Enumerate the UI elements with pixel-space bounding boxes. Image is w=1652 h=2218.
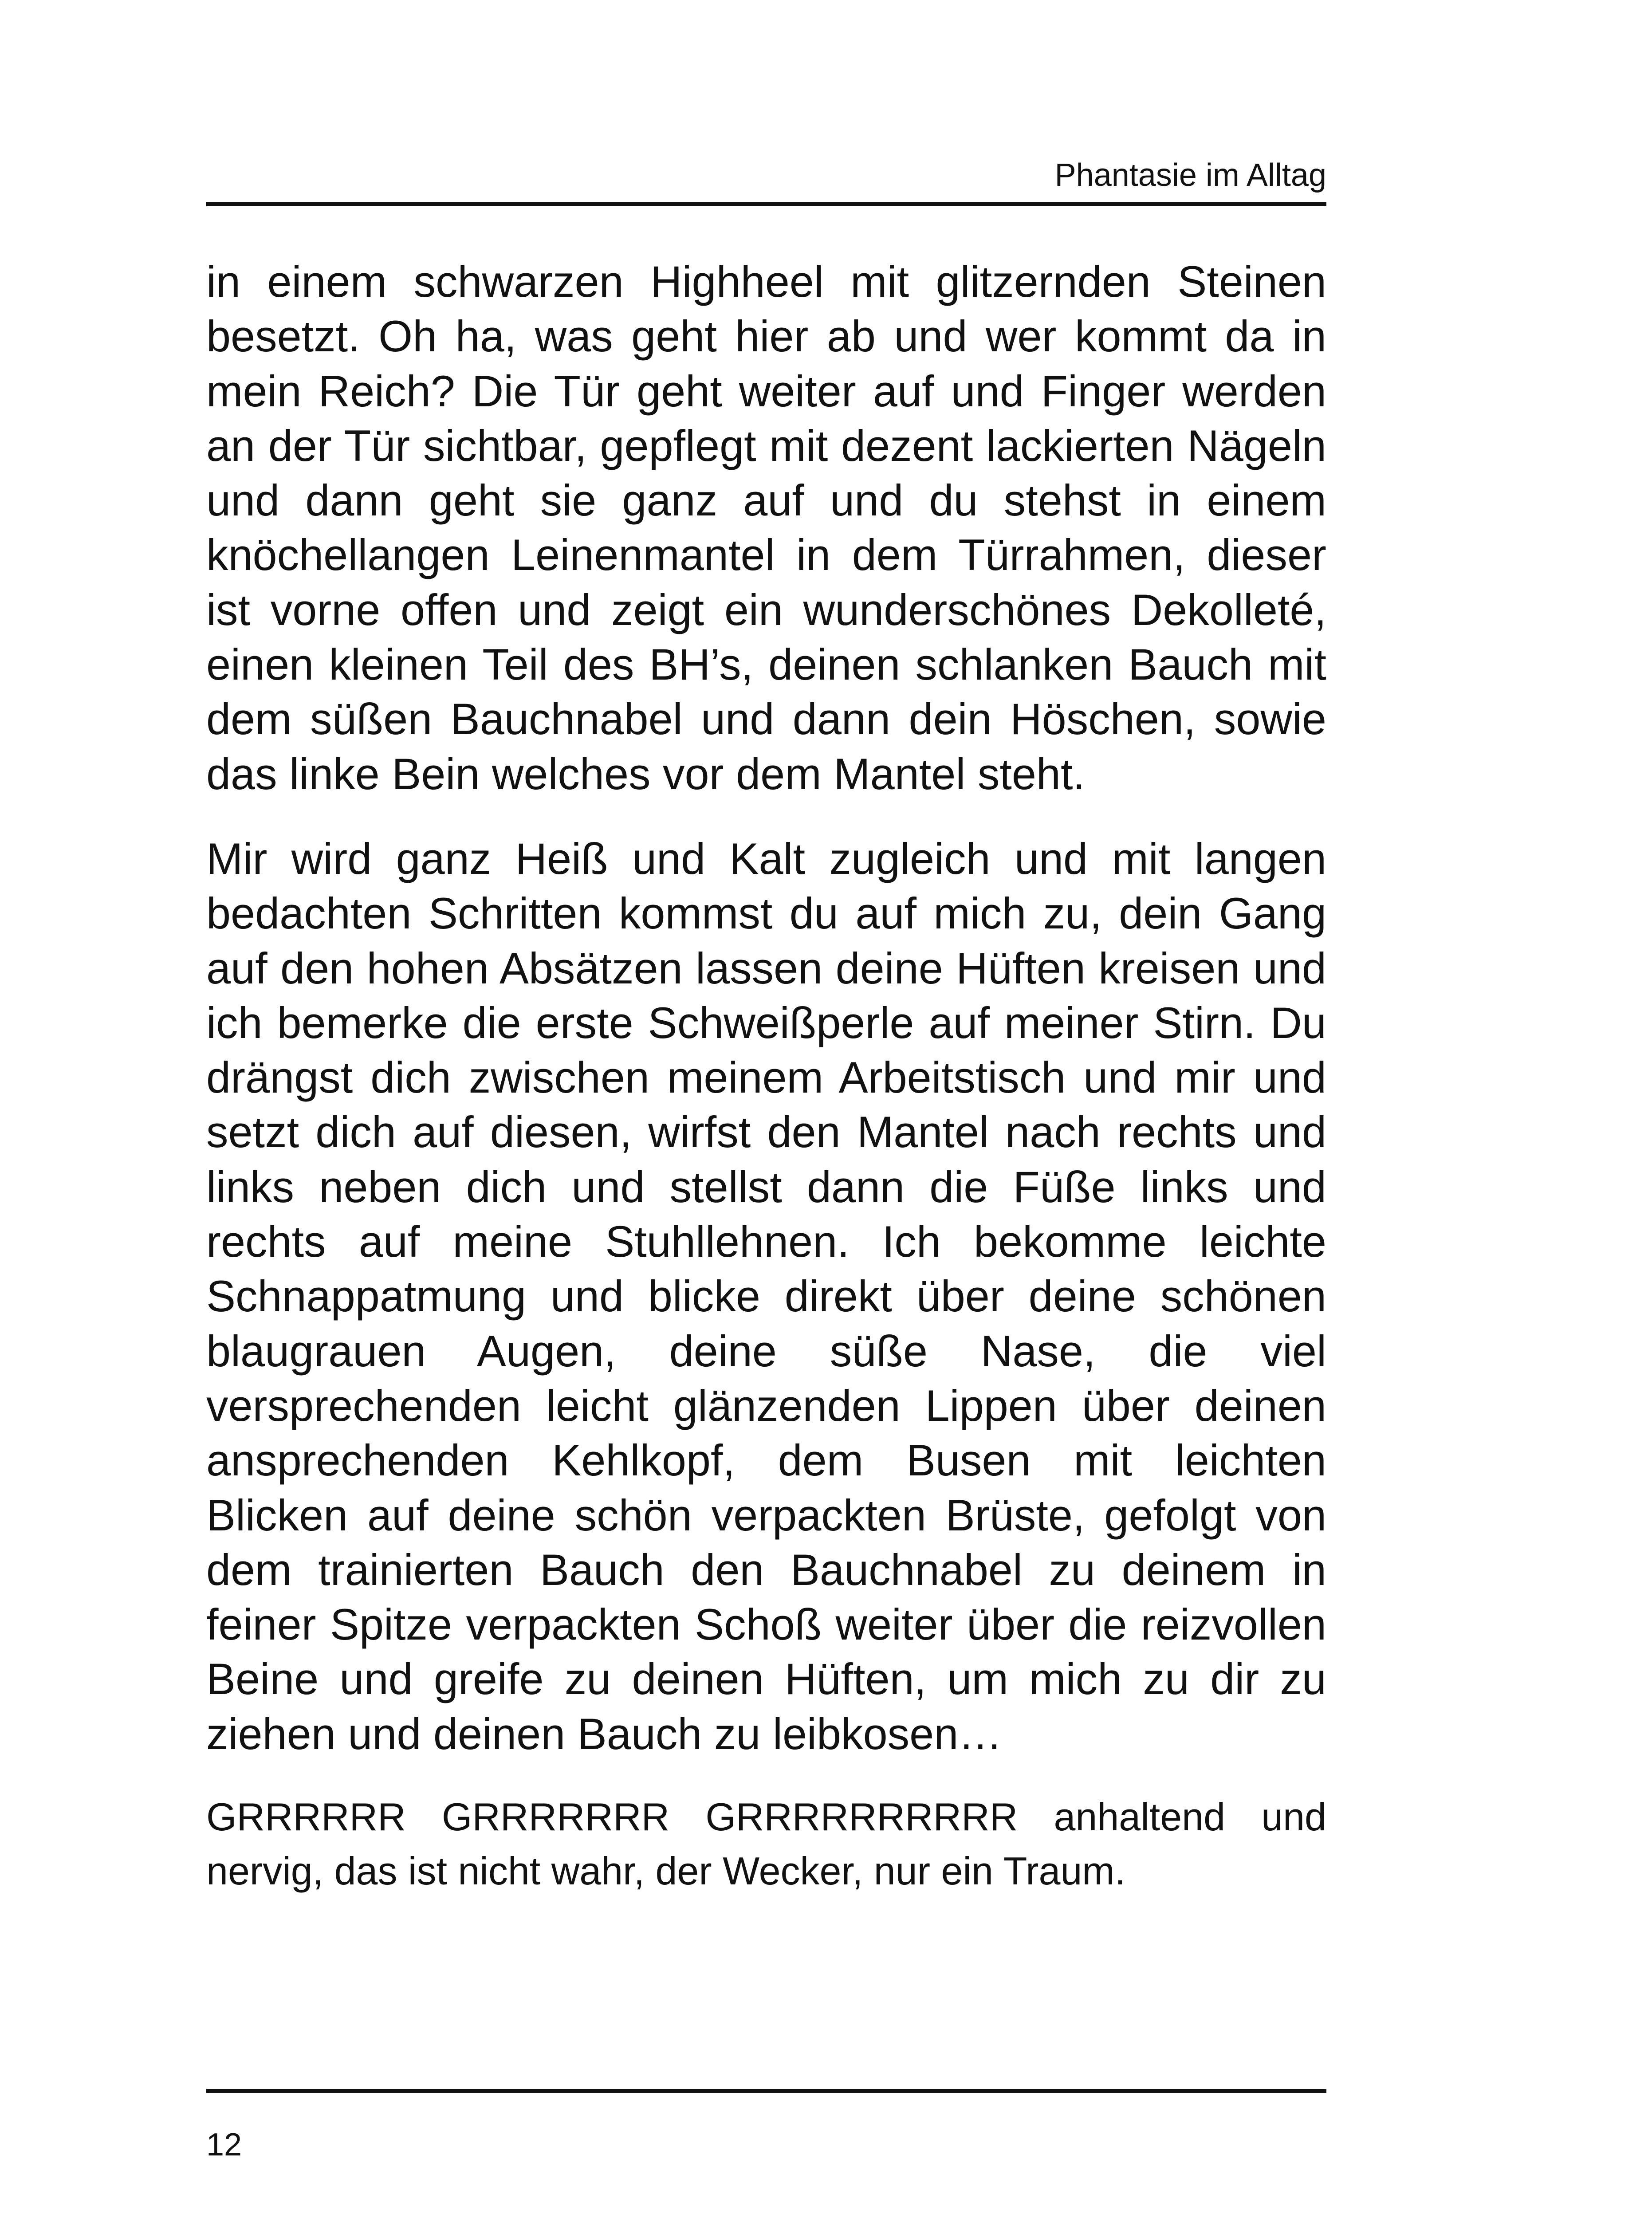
footer-rule [206,2089,1326,2093]
paragraph: Mir wird ganz Heiß und Kalt zugleich und mit langen bedachten Schritten kommst du auf mich zu, dein Gang auf den hohen Absätzen lassen deine Hüften kreisen und ich bemerke die erste Schweißperle auf meiner Stirn. Du drängst dich zwischen meinem Arbeitstisch und mir und setzt dich auf diesen, wirfst den Mantel nach rechts und links neben dich und stellst dann die Füße links und rechts auf meine Stuhllehnen. Ich bekomme leichte Schnappatmung und blicke direkt über deine schönen blaugrauen Augen, deine süße Nase, die viel versprechenden leicht glänzenden Lippen über deinen ansprechenden Kehlkopf, dem Busen mit leichten Blicken auf deine schön verpackten Brüste, gefolgt von dem trainierten Bauch den Bauchnabel zu deinem in feiner Spitze verpackten Schoß weiter über die reizvollen Beine und greife zu deinen Hüften, um mich zu dir zu ziehen und deinen Bauch zu leibkosen… [206,834,1326,1758]
page-number: 12 [206,2127,242,2163]
paragraph: in einem schwarzen Highheel mit glitzernden Steinen besetzt. Oh ha, was geht hier ab und wer kommt da in mein Reich? Die Tür geht weiter auf und Finger werden an der Tür sichtbar, gepflegt mit dezent lackierten Nägeln und dann geht sie ganz auf und du stehst in einem knöchellangen Leinenmantel in dem Türrahmen, dieser ist vorne offen und zeigt ein wunderschönes Dekolleté, einen kleinen Teil des BH’s, deinen schlanken Bauch mit dem süßen Bauchnabel und dann dein Höschen, sowie das linke Bein welches vor dem Mantel steht. [206,257,1326,798]
page-body [206,254,1326,1898]
header-rule [206,202,1326,206]
running-title: Phantasie im Alltag [1054,157,1326,193]
paragraph: GRRRRRR GRRRRRRR GRRRRRRRRRR anhaltend und nervig, das ist nicht wahr, der Wecker, nur ein Traum. [206,1795,1326,1893]
